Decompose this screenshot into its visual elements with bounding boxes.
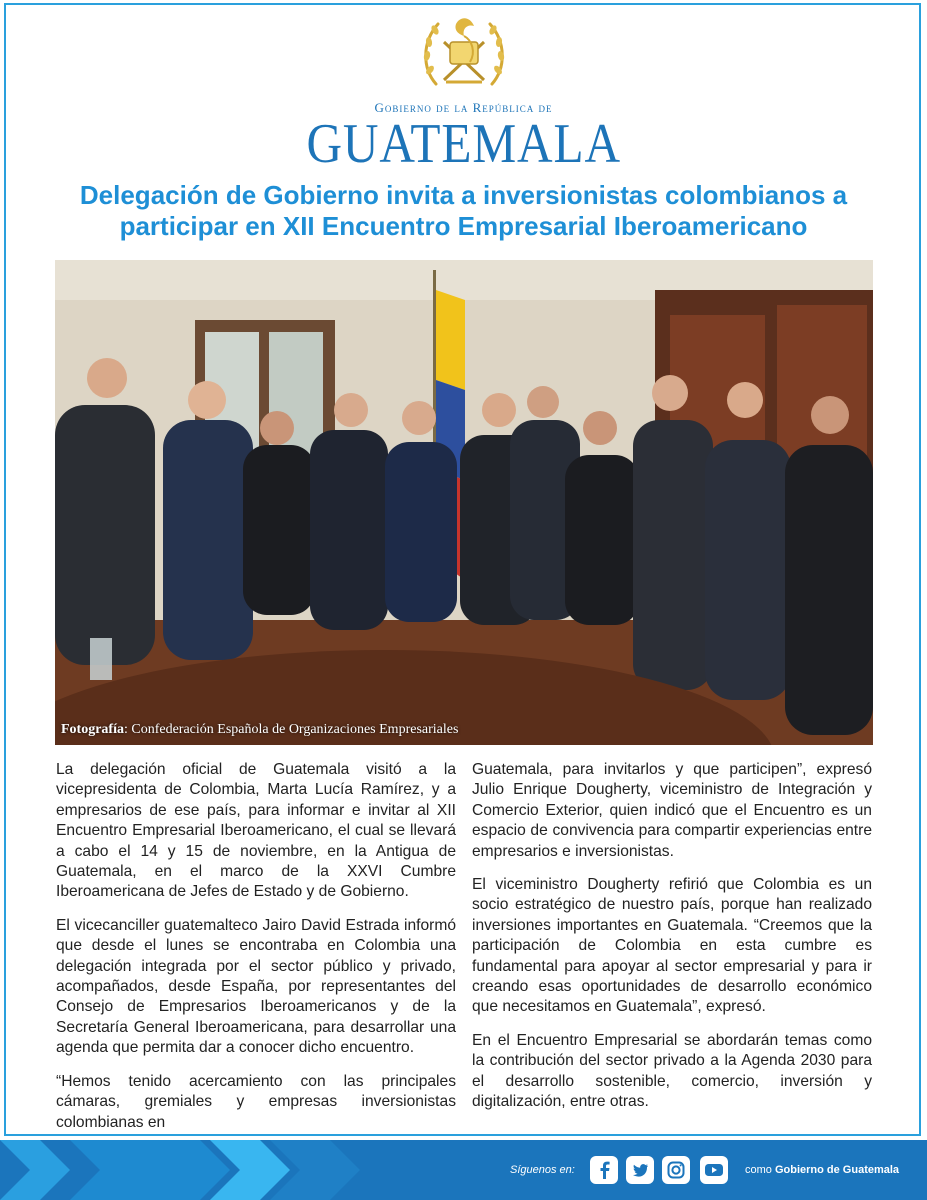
instagram-icon[interactable] [662, 1156, 690, 1184]
paragraph: El vicecanciller guatemalteco Jairo David Estrada informó que desde el lunes se encontraba en Colombia una delegación integrada por el sector público y privado, acompañados, desde España, por representantes del Consejo de Empresarios Iberoamericanos y de la Secretaría General Iberoamericana, para desarrollar una agenda que permita dar a conocer dicho encuentro. [56, 916, 456, 1057]
follow-label: Síguenos en: [510, 1164, 575, 1176]
paragraph: “Hemos tenido acercamiento con las principales cámaras, gremiales y empresas inversionistas colombianas en [56, 1072, 456, 1131]
footer-bar [0, 1140, 927, 1200]
facebook-icon[interactable] [590, 1156, 618, 1184]
paragraph: El viceministro Dougherty refirió que Colombia es un socio estratégico de nuestro país, porque han realizado inversiones importantes en Guatemala. “Creemos que la participación de Colombia en esta cumbre es fundamental para apoyar al sector empresarial y para ir creando esas oportunidades de desarrollo económico que necesitamos en Guatemala”, expresó. [472, 876, 872, 1016]
article-photo [55, 260, 873, 745]
twitter-icon[interactable] [626, 1156, 654, 1184]
paragraph: La delegación oficial de Guatemala visitó a la vicepresidenta de Colombia, Marta Lucía Ramírez, y a empresarios de ese país, para informar e invitar al XII Encuentro Empresarial Iberoamericano, el cual se llevará a cabo el 14 y 15 de noviembre, en la Antigua de Guatemala, en el marco de la XXVI Cumbre Iberoamericana de Jefes de Estado y de Gobierno. [56, 761, 456, 901]
footer-chevron-decoration [0, 1140, 480, 1200]
government-subtitle: Gobierno de la República de [374, 100, 553, 115]
photo-credit: Fotografía: Confederación Española de Organizaciones Empresariales [61, 722, 459, 737]
paragraph: En el Encuentro Empresarial se abordarán temas como la contribución del sector privado a la Agenda 2030 para el desarrollo sostenible, comercio, inversión y digitalización, entre otras. [472, 1031, 872, 1111]
article-left-column [56, 760, 456, 1146]
youtube-icon[interactable] [700, 1156, 728, 1184]
account-label: como Gobierno de Guatemala [745, 1164, 900, 1176]
group-photo-illustration [55, 260, 873, 745]
paragraph: Guatemala, para invitarlos y que participen”, expresó Julio Enrique Dougherty, viceministro de Integración y Comercio Exterior, quien indicó que el Encuentro es un espacio de convivencia para compartir experiencias entre empresarios e inversionistas. [472, 761, 872, 860]
government-name: GUATEMALA [306, 113, 621, 175]
guatemala-coat-of-arms [416, 12, 512, 96]
article-right-column [472, 760, 872, 1126]
article-headline: Delegación de Gobierno invita a inversionistas colombianos a participar en XII Encuentro Empresarial Iberoamericano [79, 180, 848, 241]
